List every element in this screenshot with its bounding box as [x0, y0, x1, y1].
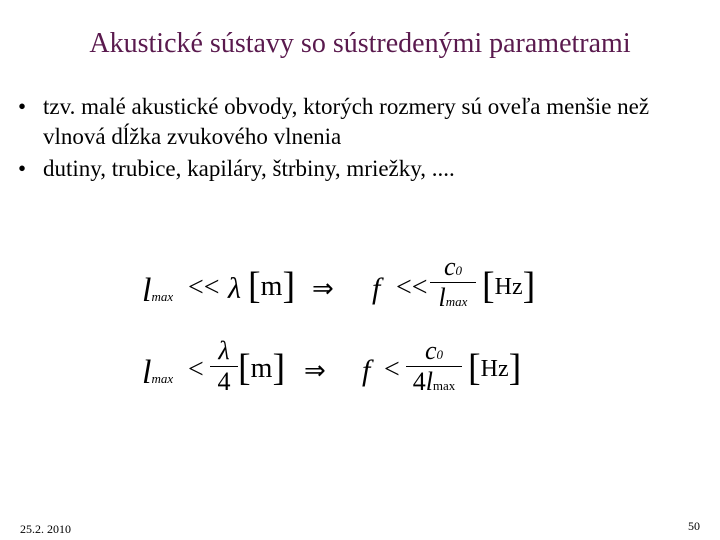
formula-relation: <: [188, 354, 204, 385]
fraction-numerator: c0: [424, 336, 444, 365]
formula-implies: ⇒: [304, 356, 326, 385]
slide-title: Akustické sústavy so sústredenými parametrami: [89, 28, 631, 59]
fraction-denominator: 4: [217, 367, 231, 396]
fraction-denominator: 4lmax: [412, 367, 456, 396]
formula-l-max: lmax: [142, 354, 174, 391]
bullet-text: tzv. malé akustické obvody, ktorých rozmery sú oveľa menšie než vlnová dĺžka zvukového vlnenia: [43, 94, 650, 149]
page-number: 50: [688, 519, 700, 533]
formula-quarter-wavelength-condition: [140, 336, 580, 420]
fraction-denominator: lmax: [438, 283, 468, 312]
formula-l-max: lmax: [142, 272, 174, 309]
formula-unit-bracket: [Hz]: [482, 265, 536, 307]
fraction-numerator: c0: [443, 252, 463, 281]
bullet-item: [18, 154, 698, 184]
formula-f: f: [372, 272, 381, 305]
footer-date: 25.2. 2010: [20, 522, 71, 536]
formula-unit-bracket: [m]: [238, 347, 286, 389]
bullet-text: dutiny, trubice, kapiláry, štrbiny, mriežky, ....: [43, 156, 455, 181]
bullet-list: [18, 92, 698, 186]
formula-fraction: [430, 252, 476, 313]
formula-fraction: [210, 336, 238, 397]
formula-lambda: λ: [228, 272, 241, 305]
formula-unit-bracket: [m]: [248, 265, 296, 307]
formula-fraction: [406, 336, 462, 397]
formula-relation: <<: [396, 272, 428, 303]
formula-wavelength-condition: [140, 252, 580, 338]
formula-relation: <<: [188, 272, 220, 303]
formula-implies: ⇒: [312, 274, 334, 303]
formula-f: f: [362, 354, 371, 387]
bullet-item: [18, 92, 698, 152]
formula-unit-bracket: [Hz]: [468, 347, 522, 389]
fraction-numerator: λ: [218, 336, 230, 365]
bullet-icon: •: [18, 94, 27, 119]
formula-relation: <: [384, 354, 400, 385]
bullet-icon: •: [18, 156, 27, 181]
